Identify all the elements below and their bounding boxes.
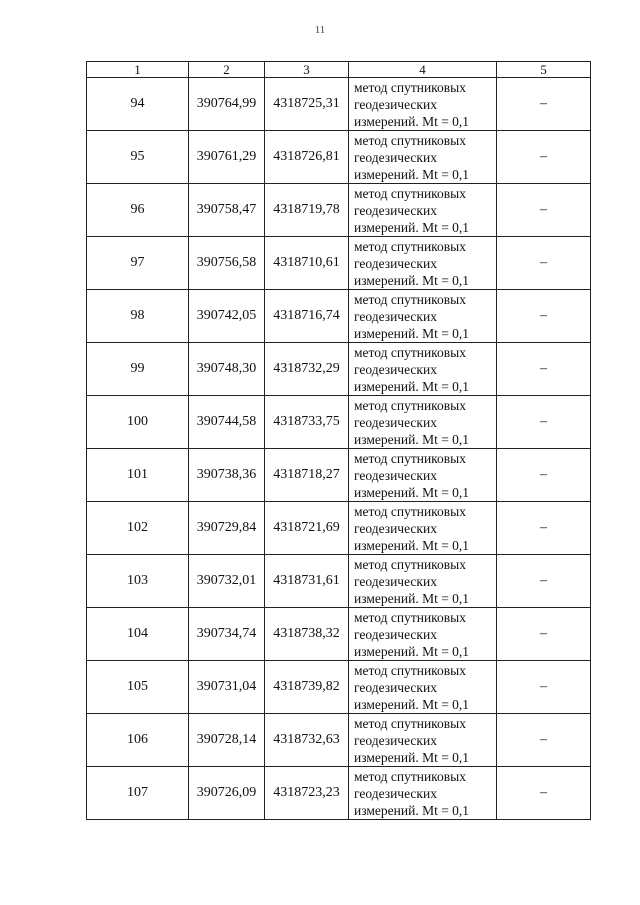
coordinate-y-cell: 4318738,32 [265,608,349,661]
coordinate-y-cell: 4318732,63 [265,714,349,767]
point-number-cell: 104 [87,608,189,661]
coordinate-x-cell: 390756,58 [189,237,265,290]
note-cell: – [497,290,591,343]
note-cell: – [497,714,591,767]
note-cell: – [497,608,591,661]
table-row [87,608,591,661]
table-row [87,396,591,449]
coordinate-x-cell: 390764,99 [189,78,265,131]
method-cell: метод спутниковых геодезических измерений. Mt = 0,1 [349,78,497,131]
column-header-4: 4 [349,62,497,78]
note-cell: – [497,78,591,131]
coordinate-y-cell: 4318719,78 [265,184,349,237]
coordinate-y-cell: 4318731,61 [265,555,349,608]
point-number-cell: 103 [87,555,189,608]
coordinate-x-cell: 390742,05 [189,290,265,343]
table-row [87,237,591,290]
note-cell: – [497,661,591,714]
coordinate-y-cell: 4318726,81 [265,131,349,184]
note-cell: – [497,343,591,396]
table-header-row [87,62,591,78]
coordinate-y-cell: 4318716,74 [265,290,349,343]
coordinate-y-cell: 4318710,61 [265,237,349,290]
coordinate-y-cell: 4318732,29 [265,343,349,396]
point-number-cell: 95 [87,131,189,184]
method-cell: метод спутниковых геодезических измерений. Mt = 0,1 [349,290,497,343]
column-header-2: 2 [189,62,265,78]
point-number-cell: 94 [87,78,189,131]
coordinate-x-cell: 390732,01 [189,555,265,608]
coordinate-x-cell: 390729,84 [189,502,265,555]
method-cell: метод спутниковых геодезических измерений. Mt = 0,1 [349,343,497,396]
point-number-cell: 102 [87,502,189,555]
point-number-cell: 99 [87,343,189,396]
table-row [87,714,591,767]
method-cell: метод спутниковых геодезических измерений. Mt = 0,1 [349,714,497,767]
method-cell: метод спутниковых геодезических измерений. Mt = 0,1 [349,237,497,290]
note-cell: – [497,449,591,502]
coordinate-y-cell: 4318723,23 [265,767,349,820]
coordinate-x-cell: 390748,30 [189,343,265,396]
method-cell: метод спутниковых геодезических измерений. Mt = 0,1 [349,767,497,820]
coordinate-x-cell: 390744,58 [189,396,265,449]
method-cell: метод спутниковых геодезических измерений. Mt = 0,1 [349,184,497,237]
coordinate-y-cell: 4318718,27 [265,449,349,502]
method-cell: метод спутниковых геодезических измерений. Mt = 0,1 [349,608,497,661]
point-number-cell: 101 [87,449,189,502]
note-cell: – [497,555,591,608]
table-row [87,343,591,396]
table-row [87,767,591,820]
table-body [87,78,591,820]
note-cell: – [497,767,591,820]
coordinate-x-cell: 390734,74 [189,608,265,661]
method-cell: метод спутниковых геодезических измерений. Mt = 0,1 [349,396,497,449]
column-header-3: 3 [265,62,349,78]
point-number-cell: 107 [87,767,189,820]
point-number-cell: 106 [87,714,189,767]
method-cell: метод спутниковых геодезических измерений. Mt = 0,1 [349,555,497,608]
point-number-cell: 98 [87,290,189,343]
note-cell: – [497,237,591,290]
coordinate-x-cell: 390761,29 [189,131,265,184]
table-row [87,449,591,502]
coordinate-x-cell: 390758,47 [189,184,265,237]
note-cell: – [497,396,591,449]
coordinate-x-cell: 390738,36 [189,449,265,502]
note-cell: – [497,502,591,555]
page-number: 11 [314,24,326,36]
coordinate-y-cell: 4318721,69 [265,502,349,555]
method-cell: метод спутниковых геодезических измерений. Mt = 0,1 [349,449,497,502]
method-cell: метод спутниковых геодезических измерений. Mt = 0,1 [349,502,497,555]
table-row [87,661,591,714]
method-cell: метод спутниковых геодезических измерений. Mt = 0,1 [349,131,497,184]
note-cell: – [497,131,591,184]
table-row [87,555,591,608]
coordinate-y-cell: 4318733,75 [265,396,349,449]
point-number-cell: 100 [87,396,189,449]
coordinate-x-cell: 390726,09 [189,767,265,820]
point-number-cell: 97 [87,237,189,290]
coordinate-x-cell: 390728,14 [189,714,265,767]
column-header-1: 1 [87,62,189,78]
table-row [87,78,591,131]
coordinate-y-cell: 4318725,31 [265,78,349,131]
point-number-cell: 105 [87,661,189,714]
point-number-cell: 96 [87,184,189,237]
note-cell: – [497,184,591,237]
table-row [87,290,591,343]
table-row [87,502,591,555]
coordinate-x-cell: 390731,04 [189,661,265,714]
column-header-5: 5 [497,62,591,78]
table-row [87,131,591,184]
coordinate-y-cell: 4318739,82 [265,661,349,714]
table-row [87,184,591,237]
coordinates-table [86,61,591,820]
method-cell: метод спутниковых геодезических измерений. Mt = 0,1 [349,661,497,714]
